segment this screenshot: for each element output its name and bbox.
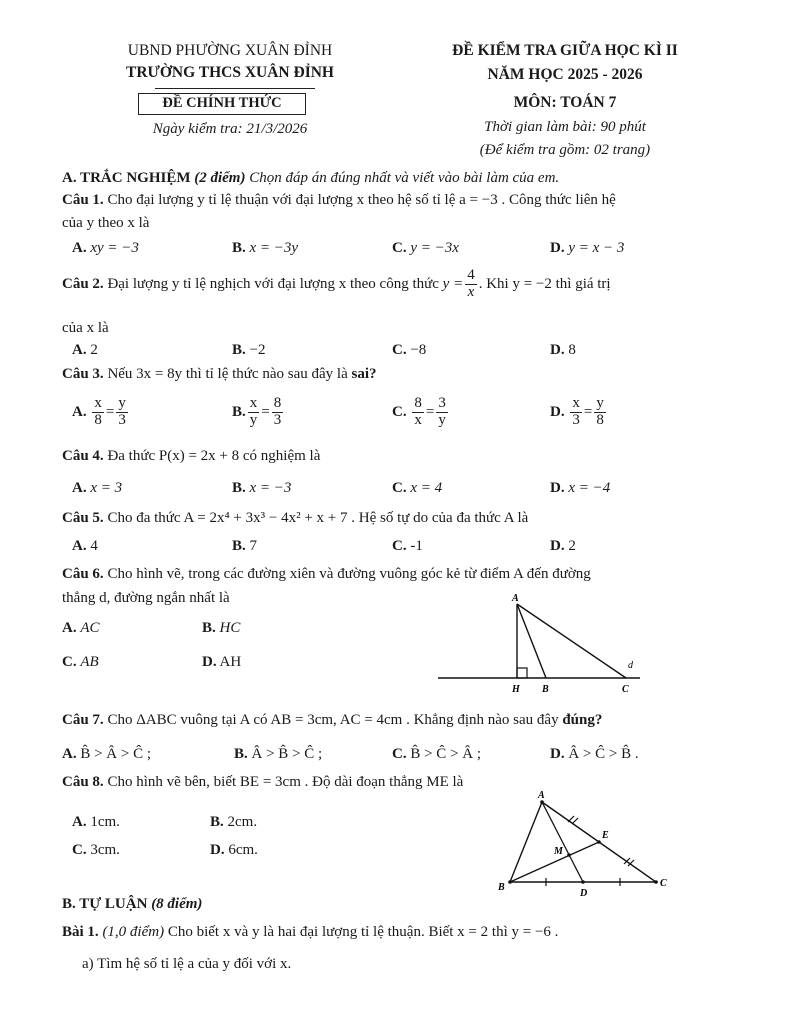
page-count: (Để kiểm tra gồm: 02 trang) (479, 142, 651, 158)
bai1-points: (1,0 điểm) (102, 924, 165, 940)
q2-label: Câu 2. (62, 275, 104, 292)
q7-keyword: đúng? (562, 712, 603, 728)
q3-text (62, 366, 377, 383)
q3-option-b[interactable]: B. $\frac{x}{y}$ = $\frac{8}{3}$ (232, 395, 282, 428)
q7-option-d[interactable]: D. Â > Ĉ > B̂ . (550, 746, 639, 762)
label-E: E (602, 830, 609, 841)
label-C: C (622, 684, 629, 695)
q7-statement: Cho ΔABC vuông tại A có AB = 3cm, AC = 4cm . Khẳng định nào sau đây (107, 712, 559, 728)
official-badge: ĐỀ CHÍNH THỨC (138, 93, 306, 115)
point-C (654, 880, 658, 884)
bai1-statement: Cho biết x và y là hai đại lượng tỉ lệ thuận. Biết x = 2 thì y = −6 . (167, 924, 559, 940)
q7-text (62, 712, 602, 729)
bai1-label: Bài 1. (62, 924, 99, 940)
q1-option-b[interactable]: B. x = −3y (232, 240, 299, 256)
q5-label: Câu 5. (62, 510, 104, 526)
label-A: A (538, 790, 545, 801)
q2-option-b[interactable]: B. −2 (232, 342, 266, 358)
q4-option-a[interactable]: A. x = 3 (72, 480, 123, 496)
label-C: C (660, 878, 667, 889)
label-B: B (542, 684, 549, 695)
section-b-points: (8 điểm) (151, 896, 203, 912)
section-b-heading (62, 896, 202, 913)
q2-option-a[interactable]: A. 2 (72, 342, 98, 358)
q8-statement: Cho hình vẽ bên, biết BE = 3cm . Độ dài đoạn thẳng ME là (107, 774, 464, 790)
median-AD (542, 802, 583, 882)
q8-option-d[interactable]: D. 6cm. (210, 842, 258, 858)
q8-text (62, 774, 463, 791)
q1-text (62, 192, 616, 209)
q4-label: Câu 4. (62, 448, 104, 464)
q6-option-d[interactable]: D. AH (202, 654, 242, 670)
exam-date: Ngày kiểm tra: 21/3/2026 (152, 121, 308, 137)
q2-text (62, 268, 611, 301)
q1-label: Câu 1. (62, 192, 104, 208)
label-d: d (628, 660, 633, 671)
q2-line2: của x là (62, 320, 109, 336)
label-A: A (512, 593, 519, 604)
bai1-text (62, 924, 558, 941)
q6-line2: thẳng d, đường ngắn nhất là (62, 590, 230, 606)
point-D (581, 880, 585, 884)
q8-option-a[interactable]: A. 1cm. (72, 814, 120, 830)
q2-formula-lhs: y = (442, 275, 464, 292)
q7-option-b[interactable]: B. Â > B̂ > Ĉ ; (234, 746, 323, 762)
q2-statement-end: . Khi y = −2 thì giá trị (478, 275, 611, 292)
q3-option-c[interactable]: C. $\frac{8}{x}$ = $\frac{3}{y}$ (392, 395, 446, 428)
point-B (508, 880, 512, 884)
q2-fraction: $\frac{4}{x}$ (467, 267, 475, 300)
tick-AE-1 (568, 816, 574, 822)
q8-label: Câu 8. (62, 774, 104, 790)
school-year: NĂM HỌC 2025 - 2026 (487, 66, 643, 83)
tick-AE-2 (572, 818, 578, 824)
q5-option-b[interactable]: B. 7 (232, 538, 258, 554)
q7-option-c[interactable]: C. B̂ > Ĉ > Â ; (392, 746, 482, 762)
q2-option-c[interactable]: C. −8 (392, 342, 427, 358)
q3-keyword: sai? (351, 366, 377, 382)
triangle-ABC (510, 802, 656, 882)
q4-option-c[interactable]: C. x = 4 (392, 480, 443, 496)
q1-option-c[interactable]: C. y = −3x (392, 240, 459, 256)
section-a-instruction: Chọn đáp án đúng nhất và viết vào bài làm của em. (249, 170, 560, 186)
q2-statement: Đại lượng y tỉ lệ nghịch với đại lượng x theo công thức (107, 275, 439, 292)
q3-label: Câu 3. (62, 366, 104, 382)
q6-option-b[interactable]: B. HC (202, 620, 241, 636)
q3-option-a[interactable]: A. $\frac{x}{8}$ = $\frac{y}{3}$ (72, 395, 126, 428)
q6-text (62, 566, 591, 583)
q6-option-c[interactable]: C. AB (62, 654, 99, 670)
bai1-part-a: a) Tìm hệ số tỉ lệ a của y đối với x. (82, 956, 292, 972)
q1-line2: của y theo x là (62, 215, 150, 231)
section-b-title: B. TỰ LUẬN (62, 896, 148, 912)
segment-AC (517, 604, 626, 678)
q6-option-a[interactable]: A. AC (62, 620, 100, 636)
label-D: D (580, 888, 588, 899)
q3-option-d[interactable]: D. $\frac{x}{3}$ = $\frac{y}{8}$ (550, 395, 604, 428)
duration: Thời gian làm bài: 90 phút (484, 119, 646, 135)
q8-figure (490, 788, 670, 900)
section-a-points: (2 điểm) (194, 170, 246, 186)
q5-option-d[interactable]: D. 2 (550, 538, 576, 554)
subject: MÔN: TOÁN 7 (513, 94, 617, 111)
q4-text (62, 448, 320, 465)
school-name: TRƯỜNG THCS XUÂN ĐỈNH (126, 64, 334, 81)
q8-option-b[interactable]: B. 2cm. (210, 814, 258, 830)
right-angle-mark (517, 668, 527, 678)
q5-text (62, 510, 528, 527)
segment-AB (517, 604, 546, 678)
q6-figure (430, 590, 650, 700)
q5-statement: Cho đa thức A = 2x⁴ + 3x³ − 4x² + x + 7 . Hệ số tự do của đa thức A là (107, 510, 529, 526)
q7-option-a[interactable]: A. B̂ > Â > Ĉ ; (62, 746, 152, 762)
section-a-title: A. TRẮC NGHIỆM (62, 170, 191, 186)
q1-option-a[interactable]: A. xy = −3 (72, 240, 139, 256)
exam-title: ĐỀ KIỂM TRA GIỮA HỌC KÌ II (452, 42, 678, 59)
q8-option-c[interactable]: C. 3cm. (72, 842, 120, 858)
q7-label: Câu 7. (62, 712, 104, 728)
q4-option-b[interactable]: B. x = −3 (232, 480, 292, 496)
q1-option-d[interactable]: D. y = x − 3 (550, 240, 625, 256)
q3-statement: Nếu 3x = 8y thì tỉ lệ thức nào sau đây là (107, 366, 348, 382)
label-H: H (512, 684, 520, 695)
point-E (597, 840, 601, 844)
q4-statement: Đa thức P(x) = 2x + 8 có nghiệm là (107, 448, 321, 464)
point-M (567, 853, 571, 857)
q1-line1: Cho đại lượng y tỉ lệ thuận với đại lượng x theo hệ số tỉ lệ a = −3 . Công thức liên hệ (107, 192, 616, 208)
q6-label: Câu 6. (62, 566, 104, 582)
q5-option-c[interactable]: C. -1 (392, 538, 423, 554)
q2-option-d[interactable]: D. 8 (550, 342, 576, 358)
authority: UBND PHƯỜNG XUÂN ĐỈNH (127, 42, 333, 59)
q6-line1: Cho hình vẽ, trong các đường xiên và đường vuông góc kẻ từ điểm A đến đường (107, 566, 591, 582)
label-M: M (554, 846, 563, 857)
label-B: B (498, 882, 505, 893)
school-underline (155, 88, 315, 89)
section-a-heading (62, 170, 559, 187)
q4-option-d[interactable]: D. x = −4 (550, 480, 611, 496)
q5-option-a[interactable]: A. 4 (72, 538, 98, 554)
